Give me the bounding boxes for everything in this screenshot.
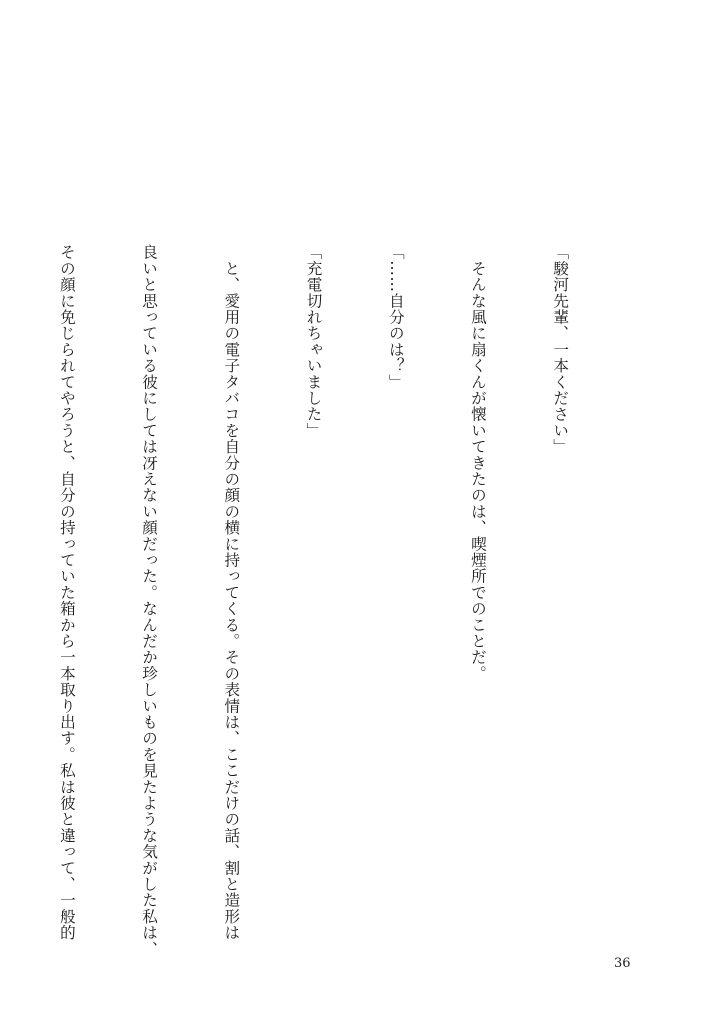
text-line: 「充電切れちゃいました」 <box>304 244 323 439</box>
text-line: 「……自分のは？」 <box>386 244 405 390</box>
text-line: 「駿河先輩、一本ください」 <box>551 244 570 455</box>
text-line: 良いと思っている彼にしては冴えない顔だった。なんだか珍しいものを見たような気がした私は、 <box>140 244 159 957</box>
text-line: その顔に免じられてやろうと、自分の持っていた箱から一本取り出す。私は彼と違って、一般的 <box>57 244 76 941</box>
text-line: そんな風に扇くんが懐いてきたのは、喫煙所でのことだ。 <box>468 244 487 682</box>
text-line: と、愛用の電子タバコを自分の顔の横に持ってくる。その表情は、ここだけの話、割と造形は <box>222 244 241 941</box>
vertical-text-body <box>0 244 628 957</box>
page-number: 36 <box>614 956 631 971</box>
